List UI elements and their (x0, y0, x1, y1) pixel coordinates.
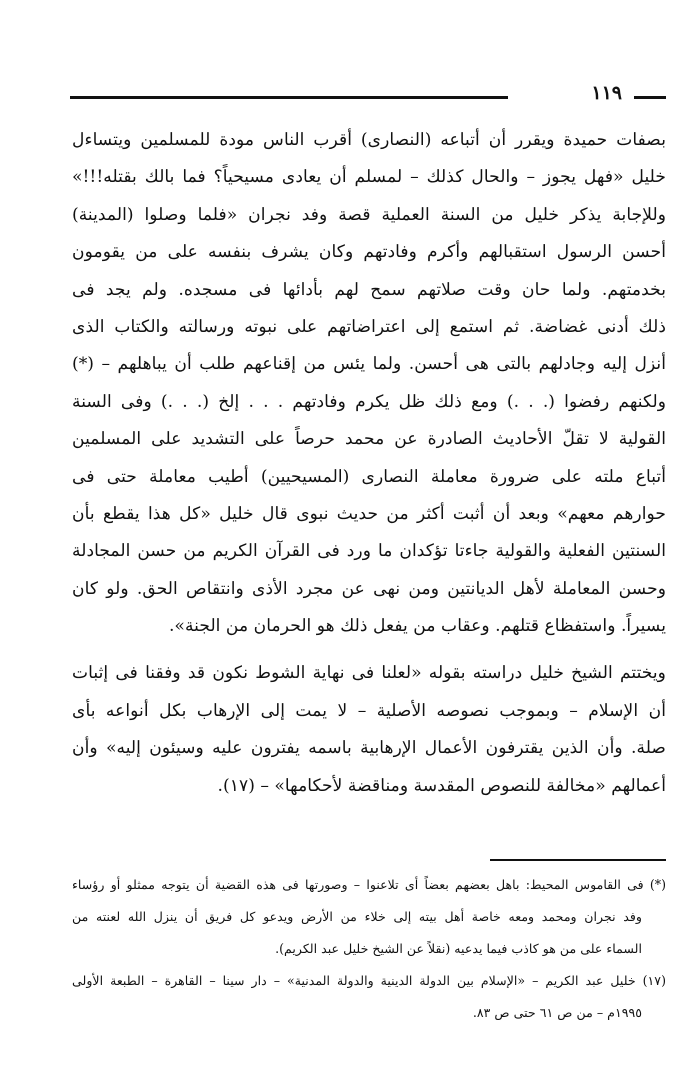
header-rule (70, 96, 508, 99)
footnote-line: ١٩٩٥م – من ص ٦١ حتى ص ٨٣. (472, 1005, 642, 1020)
main-text (72, 122, 666, 805)
footnote-separator (490, 859, 666, 861)
text-line: أتباع ملته على ضرورة معاملة النصارى (المسيحيين) أطيب معاملة حتى فى (72, 466, 666, 487)
paragraph-2 (72, 655, 666, 805)
text-line: السنتين الفعلية والقولية جاءتا تؤكدان ما ورد فى القرآن الكريم من حسن المجادلة (72, 541, 666, 562)
text-line: يسيراً. واستفظاع قتلهم. وعقاب من يفعل ذلك هو الحرمان من الجنة». (168, 616, 666, 637)
text-line: أحسن الرسول استقبالهم وأكرم وفادتهم وكان يشرف بنفسه على من يقومون (72, 242, 666, 263)
text-line: أنزل إليه وجادلهم بالتى هى أحسن. ولما يئس من إقناعهم طلب أن يباهلهم – (*) (72, 354, 666, 375)
footnote-star (72, 869, 666, 965)
text-line: بصفات حميدة ويقرر أن أتباعه (النصارى) أقرب الناس مودة للمسلمين ويتساءل (72, 130, 666, 150)
paragraph-gap (72, 645, 666, 655)
text-line: أن الإسلام – وبموجب نصوصه الأصلية – لا يمت إلى الإرهاب بكل أنواعه بأى (72, 700, 666, 721)
footnote-line: وفد نجران ومحمد ومعه خاصة أهل بيته إلى خلاء من الأرض ويدعو كل فريق أن ينزل الله لعنته من (72, 909, 642, 924)
text-line: حوارهم معهم» وبعد أن أثبت أكثر من حديث نبوى قال خليل «كل هذا يقطع بأن (72, 503, 666, 524)
text-line: خليل «فهل يجوز – والحال كذلك – لمسلم أن يعادى مسيحياً؟ فما بالك بقتله!!!» (72, 167, 666, 188)
page-header (70, 82, 666, 112)
paragraph-1 (72, 122, 666, 645)
text-line: صلة. وأن الذين يقترفون الأعمال الإرهابية باسمه يفترون عليه وسيئون إليه» وأن (72, 738, 666, 759)
footnote-line: (١٧) خليل عبد الكريم – «الإسلام بين الدولة الدينية والدولة المدنية» – دار سينا – القاهرة – الطبعة الأولى (72, 973, 666, 988)
footnote-17 (72, 965, 666, 1029)
footnote-line: السماء على من هو كاذب فيما يدعيه (نقلاً عن الشيخ خليل عبد الكريم). (275, 941, 642, 956)
text-line: ويختتم الشيخ خليل دراسته بقوله «لعلنا فى نهاية الشوط نكون قد وفقنا فى إثبات (72, 663, 666, 684)
text-line: وحسن المعاملة لأهل الديانتين ومن نهى عن مجرد الأذى وانتقاص الحق. ولو كان (72, 578, 666, 599)
text-line: ولكنهم رفضوا (. . .) ومع ذلك ظل يكرم وفادتهم . . . إلخ (. . .) وفى السنة (72, 391, 666, 412)
text-line: القولية لا تقلّ الأحاديث الصادرة عن محمد حرصاً على التشديد على المسلمين (72, 429, 666, 450)
page-number: ١١٩ (591, 82, 622, 104)
text-line: بخدمتهم. ولما حان وقت صلاتهم سمح لهم بأدائها فى مسجده. ولم يجد فى (72, 279, 666, 300)
text-line: ذلك أدنى غضاضة. ثم استمع إلى اعتراضاتهم على نبوته ورسالته والكتاب الذى (72, 316, 666, 337)
text-line: وللإجابة يذكر خليل من السنة العملية قصة وفد نجران «فلما وصلوا (المدينة) (72, 204, 666, 225)
footnotes (72, 869, 666, 1029)
text-line: أعمالهم «مخالفة للنصوص المقدسة ومناقضة لأحكامها» – (١٧). (217, 775, 666, 796)
header-rule-short (634, 96, 666, 99)
footnote-line: (*) فى القاموس المحيط: باهل بعضهم بعضاً أى تلاعنوا – وصورتها فى هذه القضية أن يتوجه ممثلو أو رؤساء (72, 877, 666, 892)
